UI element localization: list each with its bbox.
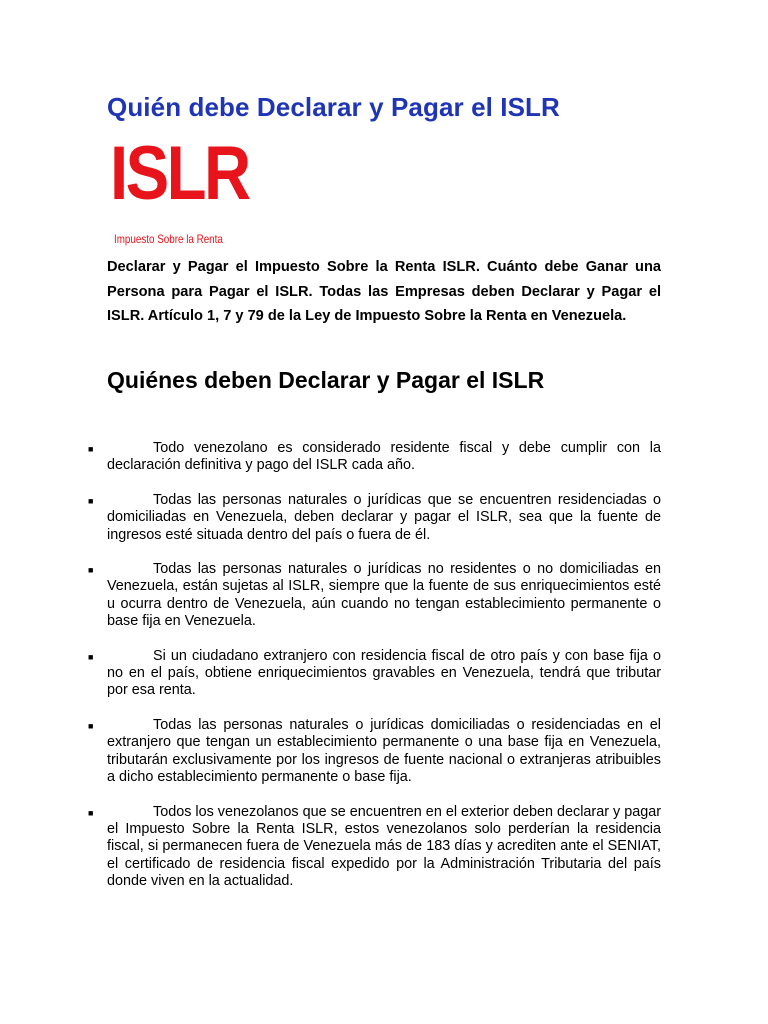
list-item-text: Todas las personas naturales o jurídicas domiciliadas o residenciadas en el extranjero que tengan un establecimiento permanente o una base fija en Venezuela, tributarán exclusivamente por los ingresos de fuente nacional o extranjeras atribuibles a dicho establecimiento permanente o base fija. xyxy=(107,716,661,786)
list-item xyxy=(0,648,768,700)
list-item xyxy=(0,440,768,475)
list-item-text: Todos los venezolanos que se encuentren en el exterior deben declarar y pagar el Impuesto Sobre la Renta ISLR, estos venezolanos solo perderían la residencia fiscal, si permanecen fuera de Venezuela más de 183 días y acrediten ante el SENIAT, el certificado de residencia fiscal expedido por la Administración Tributaria del país donde viven en la actualidad. xyxy=(107,803,661,890)
list-item-text: Todas las personas naturales o jurídicas no residentes o no domiciliadas en Venezuela, están sujetas al ISLR, siempre que la fuente de sus enriquecimientos esté u ocurra dentro de Venezuela, aún cuando no tengan establecimiento permanente o base fija en Venezuela. xyxy=(107,561,661,630)
list-item xyxy=(0,492,768,544)
bullet-list xyxy=(0,440,768,908)
section-heading: Quiénes deben Declarar y Pagar el ISLR xyxy=(107,367,545,393)
square-bullet-icon: ■ xyxy=(88,720,94,731)
square-bullet-icon: ■ xyxy=(88,807,94,818)
intro-paragraph: Declarar y Pagar el Impuesto Sobre la Renta ISLR. Cuánto debe Ganar una Persona para Pagar el ISLR. Todas las Empresas deben Declarar y Pagar el ISLR. Artículo 1, 7 y 79 de la Ley de Impuesto Sobre la Renta en Venezuela. xyxy=(107,259,661,324)
list-item-text: Todo venezolano es considerado residente fiscal y debe cumplir con la declaración definitiva y pago del ISLR cada año. xyxy=(107,440,661,474)
logo-tagline: Impuesto Sobre la Renta xyxy=(114,232,223,246)
square-bullet-icon: ■ xyxy=(88,444,94,454)
square-bullet-icon: ■ xyxy=(88,495,94,506)
list-item xyxy=(0,561,768,631)
list-item-text: Todas las personas naturales o jurídicas que se encuentren residenciadas o domiciliadas en Venezuela, deben declarar y pagar el ISLR, sea que la fuente de ingresos esté situada dentro del país o fuera de él. xyxy=(107,491,661,543)
list-item-text: Si un ciudadano extranjero con residencia fiscal de otro país y con base fija o no en el país, obtiene enriquecimientos gravables en Venezuela, tendrá que tributar por esa renta. xyxy=(107,647,661,699)
square-bullet-icon: ■ xyxy=(88,651,94,662)
islr-logo xyxy=(108,131,249,250)
logo-text: ISLR xyxy=(110,131,249,216)
list-item xyxy=(0,717,768,787)
list-item xyxy=(0,804,768,891)
page-title: Quién debe Declarar y Pagar el ISLR xyxy=(107,92,560,122)
square-bullet-icon: ■ xyxy=(88,565,94,576)
